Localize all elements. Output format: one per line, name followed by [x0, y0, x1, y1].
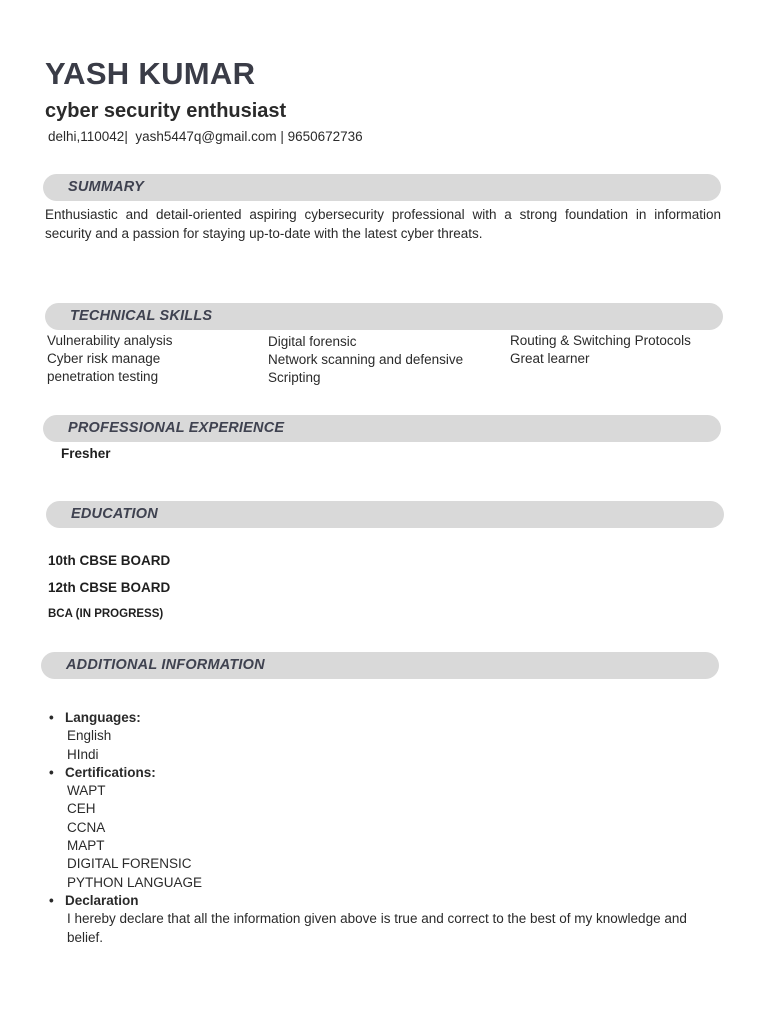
language-item: HIndi	[67, 746, 99, 762]
additional-heading: ADDITIONAL INFORMATION	[66, 657, 265, 673]
certification-item: DIGITAL FORENSIC	[67, 856, 192, 872]
skills-section-bar	[45, 303, 723, 330]
summary-text: Enthusiastic and detail-oriented aspiring cybersecurity professional with a strong foundation in information security and a passion for staying up-to-date with the latest cyber threats.	[45, 207, 721, 241]
summary-section-bar	[43, 174, 721, 201]
skill-item: Routing & Switching Protocols	[510, 333, 691, 348]
skills-heading: TECHNICAL SKILLS	[70, 308, 213, 324]
additional-section-bar	[41, 652, 719, 679]
education-section-bar	[46, 501, 724, 528]
declaration-text: I hereby declare that all the information given above is true and correct to the best of my knowledge and belief.	[67, 911, 687, 945]
declaration-label: • Declaration	[49, 892, 699, 910]
experience-heading: PROFESSIONAL EXPERIENCE	[68, 420, 285, 436]
certification-item: CCNA	[67, 819, 106, 835]
education-item: 12th CBSE BOARD	[48, 580, 171, 595]
summary-heading: SUMMARY	[68, 179, 145, 195]
language-item: English	[67, 728, 112, 744]
skills-column-1	[47, 332, 173, 386]
skill-item: Digital forensic	[268, 334, 357, 349]
certifications-label: • Certifications:	[49, 764, 699, 782]
skill-item: Vulnerability analysis	[47, 333, 173, 348]
skills-column-3	[510, 332, 691, 368]
contact-line: delhi,110042| yash5447q@gmail.com | 9650672736	[48, 129, 363, 144]
experience-section-bar	[43, 415, 721, 442]
additional-info-list	[49, 709, 699, 947]
certification-item: WAPT	[67, 783, 106, 799]
candidate-name: YASH KUMAR	[45, 56, 256, 91]
skill-item: penetration testing	[47, 369, 159, 384]
education-item: 10th CBSE BOARD	[48, 553, 171, 568]
skill-item: Scripting	[268, 370, 321, 385]
candidate-title: cyber security enthusiast	[45, 100, 287, 122]
certification-item: CEH	[67, 801, 96, 817]
skill-item: Great learner	[510, 351, 590, 366]
education-heading: EDUCATION	[71, 506, 158, 522]
certification-item: MAPT	[67, 838, 105, 854]
skill-item: Network scanning and defensive	[268, 352, 464, 367]
education-item: BCA (IN PROGRESS)	[48, 608, 164, 620]
skill-item: Cyber risk manage	[47, 351, 161, 366]
certification-item: PYTHON LANGUAGE	[67, 874, 203, 890]
experience-text: Fresher	[61, 446, 111, 461]
skills-column-2	[268, 333, 463, 387]
languages-label: • Languages:	[49, 709, 699, 727]
